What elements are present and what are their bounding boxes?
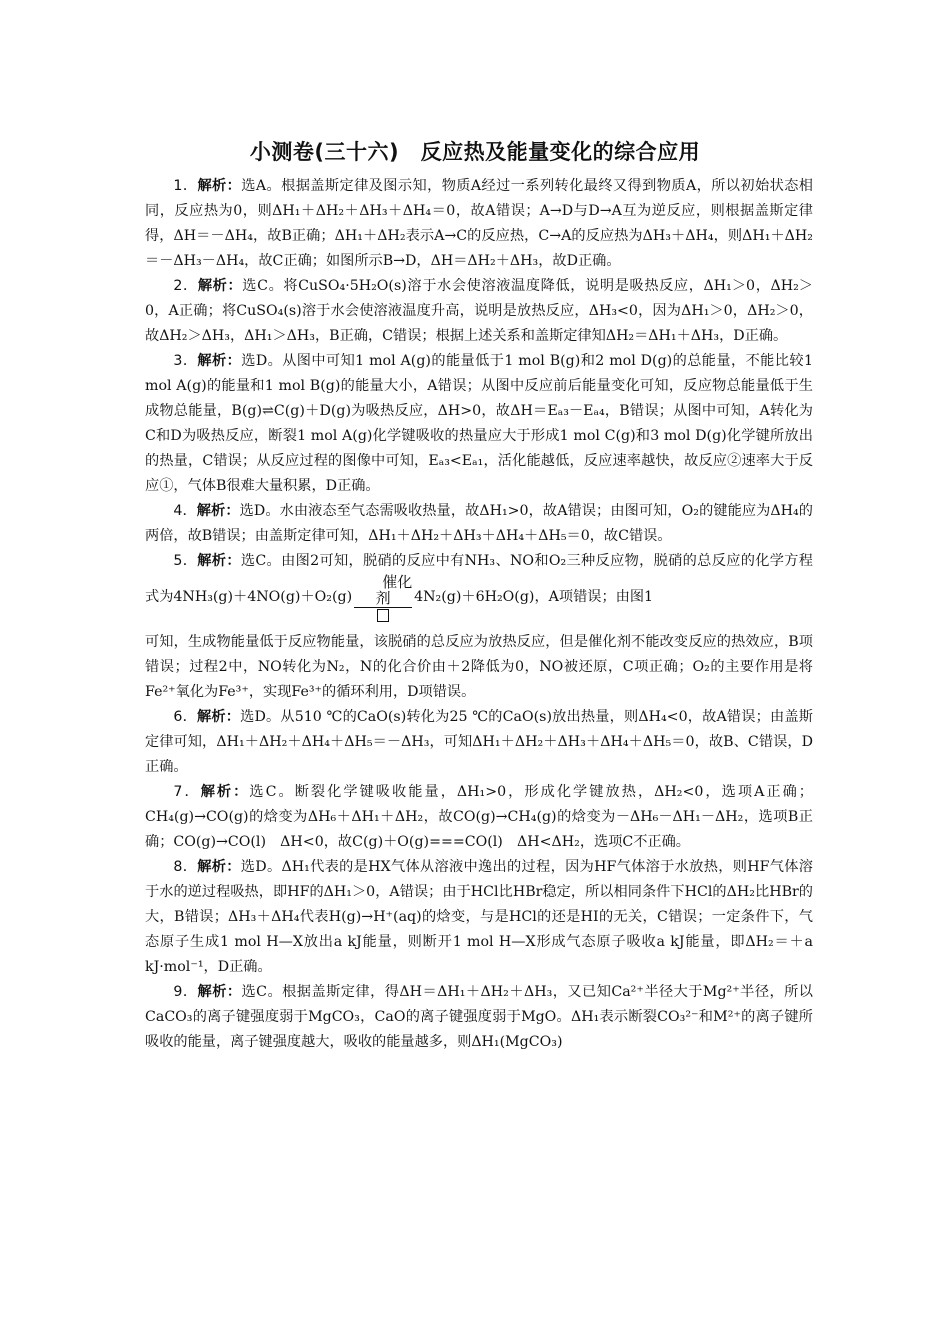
answer-key-label: 解析：	[197, 553, 241, 569]
answer-item-5	[145, 549, 813, 705]
answer-number: 9．	[173, 984, 198, 1000]
page-title: 小测卷(三十六) 反应热及能量变化的综合应用	[249, 140, 701, 164]
answer-number: 1．	[173, 178, 198, 194]
answer-key-label: 解析：	[197, 353, 242, 369]
answer-key-label: 解析：	[196, 709, 241, 725]
answer-text: 可知，生成物能量低于反应物能量，该脱硝的总反应为放热反应，但是催化剂不能改变反应的热效应，B项错误；过程2中，NO转化为N₂，N的化合价由＋2降低为0，NO被还原，C项正确；O₂的主要作用是将Fe²⁺氧化为Fe³⁺，实现Fe³⁺的循环利用，D项错误。	[145, 634, 813, 700]
answer-number: 7．	[173, 784, 201, 800]
answer-number: 4．	[173, 503, 197, 519]
placeholder-box-icon	[377, 609, 389, 622]
answer-list	[145, 174, 813, 1055]
answer-text: 选C。断裂化学键吸收能量，ΔH₁>0，形成化学键放热，ΔH₂<0，选项A正确；CH₄(g)→CO(g)的焓变为ΔH₆＋ΔH₁＋ΔH₂，故CO(g)→CH₄(g)的焓变为－ΔH₆－ΔH₁－ΔH₂，选项B正确；CO(g)→CO(l) ΔH<0，故C(g)＋O(g)===CO(l) ΔH<ΔH₂，选项C不正确。	[145, 784, 813, 850]
answer-text: 选C。由图2可知，脱硝的反应中有NH₃、NO和O₂三种反应物，脱硝的总反应的化学方程式为4NH₃(g)＋4NO(g)＋O₂(g)	[145, 553, 813, 605]
reaction-arrow-bar	[354, 607, 412, 608]
answer-text: 选C。将CuSO₄·5H₂O(s)溶于水会使溶液温度降低，说明是吸热反应，ΔH₁＞0，ΔH₂＞0，A正确；将CuSO₄(s)溶于水会使溶液温度升高，说明是放热反应，ΔH₃<0，因为ΔH₁＞0，ΔH₂＞0，故ΔH₂＞ΔH₃，ΔH₁＞ΔH₃，B正确，C错误；根据上述关系和盖斯定律知ΔH₂＝ΔH₁＋ΔH₃，D正确。	[145, 278, 813, 344]
answer-key-label: 解析：	[197, 984, 242, 1000]
equation-gap	[145, 622, 813, 630]
answer-number: 8．	[173, 859, 198, 875]
answer-item-4	[145, 499, 813, 549]
catalyst-arrow	[352, 574, 414, 622]
answer-number: 6．	[173, 709, 197, 725]
answer-number: 3．	[173, 353, 198, 369]
answer-item-7	[145, 780, 813, 855]
answer-text: 4N₂(g)＋6H₂O(g)，A项错误；由图1	[414, 589, 654, 605]
answer-key-label: 解析：	[200, 784, 250, 800]
answer-text: 选D。从510 ℃的CaO(s)转化为25 ℃的CaO(s)放出热量，则ΔH₄<0，故A错误；由盖斯定律可知，ΔH₁＋ΔH₂＋ΔH₄＋ΔH₅＝－ΔH₃，可知ΔH₁＋ΔH₂＋ΔH₃＋ΔH₄＋ΔH₅＝0，故B、C错误，D正确。	[145, 709, 813, 775]
answer-key-label: 解析：	[196, 503, 240, 519]
answer-key-label: 解析：	[197, 178, 242, 194]
answer-text: 选D。ΔH₁代表的是HX气体从溶液中逸出的过程，因为HF气体溶于水放热，则HF气体溶于水的逆过程吸热，即HF的ΔH₁＞0，A错误；由于HCl比HBr稳定，所以相同条件下HCl的ΔH₂比HBr的大，B错误；ΔH₃＋ΔH₄代表H(g)→H⁺(aq)的焓变，与是HCl的还是HI的无关，C错误；一定条件下，气态原子生成1 mol H—X放出a kJ能量，则断开1 mol H—X形成气态原子吸收a kJ能量，即ΔH₂＝＋a kJ·mol⁻¹，D正确。	[145, 859, 813, 975]
answer-text: 选D。从图中可知1 mol A(g)的能量低于1 mol B(g)和2 mol D(g)的总能量，不能比较1 mol A(g)的能量和1 mol B(g)的能量大小，A错误；从图中反应前后能量变化可知，反应物总能量低于生成物总能量，B(g)⇌C(g)＋D(g)为吸热反应，ΔH>0，故ΔH＝Eₐ₃－Eₐ₄，B错误；从图中可知，A转化为C和D为吸热反应，断裂1 mol A(g)化学键吸收的热量应大于形成1 mol C(g)和3 mol D(g)化学键所放出的热量，C错误；从反应过程的图像中可知，Eₐ₃<Eₐ₁，活化能越低，反应速率越快，故反应②速率大于反应①，气体B很难大量积累，D正确。	[145, 353, 813, 494]
answer-item-8	[145, 855, 813, 980]
catalyst-label: 催化剂	[375, 573, 413, 607]
answer-item-2	[145, 274, 813, 349]
answer-number: 2．	[173, 278, 198, 294]
answer-text: 选A。根据盖斯定律及图示知，物质A经过一系列转化最终又得到物质A，所以初始状态相同，反应热为0，则ΔH₁＋ΔH₂＋ΔH₃＋ΔH₄＝0，故A错误；A→D与D→A互为逆反应，则根据盖斯定律得，ΔH＝－ΔH₄，故B正确；ΔH₁＋ΔH₂表示A→C的反应热，C→A的反应热为ΔH₃＋ΔH₄，则ΔH₁＋ΔH₂＝－ΔH₃－ΔH₄，故C正确；如图所示B→D，ΔH＝ΔH₂＋ΔH₃，故D正确。	[145, 178, 813, 269]
answer-number: 5．	[173, 553, 198, 569]
answer-item-6	[145, 705, 813, 780]
answer-key-label: 解析：	[197, 278, 243, 294]
answer-text: 选D。水由液态至气态需吸收热量，故ΔH₁>0，故A错误；由图可知，O₂的键能应为ΔH₄的两倍，故B错误；由盖斯定律可知，ΔH₁＋ΔH₂＋ΔH₃＋ΔH₄＋ΔH₅＝0，故C错误。	[145, 503, 813, 544]
answer-item-3	[145, 349, 813, 499]
answer-text: 选C。根据盖斯定律，得ΔH＝ΔH₁＋ΔH₂＋ΔH₃，又已知Ca²⁺半径大于Mg²⁺半径，所以CaCO₃的离子键强度弱于MgCO₃，CaO的离子键强度弱于MgO。ΔH₁表示断裂CO₃²⁻和M²⁺的离子键所吸收的能量，离子键强度越大，吸收的能量越多，则ΔH₁(MgCO₃)	[145, 984, 813, 1050]
answer-item-1	[145, 174, 813, 274]
answer-key-label: 解析：	[197, 859, 241, 875]
answer-item-9	[145, 980, 813, 1055]
